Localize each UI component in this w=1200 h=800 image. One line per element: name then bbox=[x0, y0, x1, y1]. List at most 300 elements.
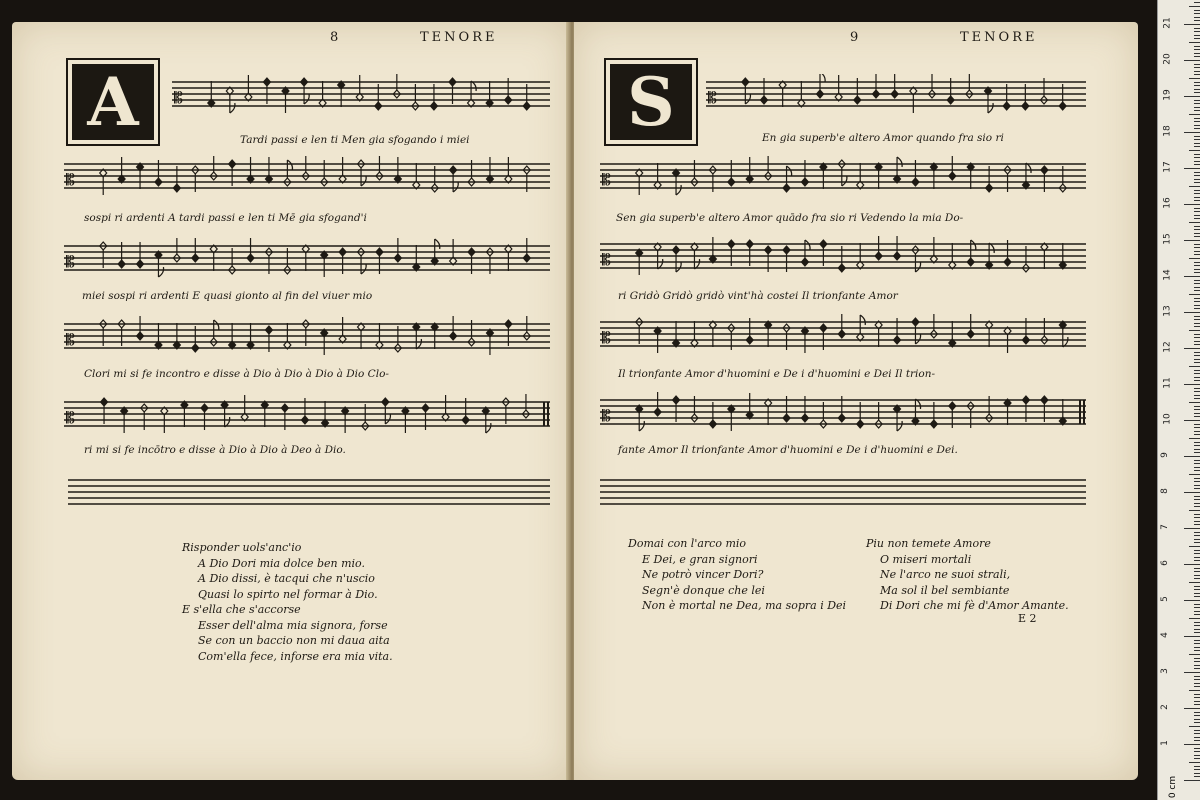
ruler-tick bbox=[1194, 427, 1200, 428]
ruler-tick bbox=[1194, 391, 1200, 392]
ruler-tick bbox=[1194, 17, 1200, 18]
ruler-tick bbox=[1194, 344, 1200, 345]
ruler-tick bbox=[1189, 474, 1200, 475]
ruler-tick bbox=[1194, 611, 1200, 612]
note-mark bbox=[875, 236, 882, 260]
ruler-tick bbox=[1194, 193, 1200, 194]
ruler-tick bbox=[1194, 208, 1200, 209]
lyric-line-3: miei sospi ri ardenti E quasi gionto al fin del viuer mio bbox=[82, 290, 373, 302]
ruler-tick bbox=[1194, 449, 1200, 450]
ruler-tick bbox=[1194, 53, 1200, 54]
poem-line: O miseri mortali bbox=[880, 552, 972, 566]
ruler-tick bbox=[1189, 366, 1200, 367]
ruler-tick bbox=[1194, 614, 1200, 615]
ruler-tick bbox=[1194, 136, 1200, 137]
ruler-tick bbox=[1184, 744, 1200, 745]
ruler-tick bbox=[1194, 107, 1200, 108]
staff-10 bbox=[600, 314, 1086, 354]
ruler-tick bbox=[1194, 287, 1200, 288]
c-clef-icon: 𝄡 bbox=[602, 250, 611, 269]
ruler-tick bbox=[1184, 456, 1200, 457]
ruler-tick bbox=[1194, 748, 1200, 749]
ruler-tick bbox=[1194, 352, 1200, 353]
c-clef-icon: 𝄡 bbox=[602, 406, 611, 425]
left-page-header: TENORE bbox=[420, 30, 498, 45]
ruler-tick bbox=[1194, 125, 1200, 126]
ruler-tick bbox=[1194, 431, 1200, 432]
ruler-label: 17 bbox=[1162, 161, 1173, 173]
ruler-tick bbox=[1184, 132, 1200, 133]
ruler-tick bbox=[1194, 766, 1200, 767]
ruler-tick bbox=[1194, 85, 1200, 86]
ruler-tick bbox=[1194, 593, 1200, 594]
c-clef-icon: 𝄡 bbox=[708, 88, 717, 107]
ruler-tick bbox=[1194, 388, 1200, 389]
note-mark bbox=[817, 74, 826, 98]
poem-line: Com'ella fece, inforse era mia vita. bbox=[198, 649, 393, 663]
ruler-tick bbox=[1189, 6, 1200, 7]
staff-2 bbox=[64, 156, 550, 196]
ruler-tick bbox=[1194, 758, 1200, 759]
ruler-tick bbox=[1194, 478, 1200, 479]
ruler-label: 1 bbox=[1159, 740, 1170, 746]
ruler-tick bbox=[1194, 283, 1200, 284]
ruler-tick bbox=[1194, 568, 1200, 569]
ruler-tick bbox=[1194, 244, 1200, 245]
ruler-tick bbox=[1194, 359, 1200, 360]
ruler-tick bbox=[1194, 236, 1200, 237]
ruler-tick bbox=[1194, 719, 1200, 720]
ruler-tick bbox=[1194, 218, 1200, 219]
ruler-tick bbox=[1194, 35, 1200, 36]
right-page-number: 9 bbox=[850, 30, 859, 45]
ruler-tick bbox=[1194, 463, 1200, 464]
ruler-tick bbox=[1184, 276, 1200, 277]
lyric-line-4: Clori mi si fe incontro e disse à Dio à Dio à Dio à Dio Clo- bbox=[84, 368, 389, 380]
ruler-tick bbox=[1194, 704, 1200, 705]
ruler-tick bbox=[1184, 312, 1200, 313]
ruler-tick bbox=[1194, 272, 1200, 273]
poem-line: Quasi lo spirto nel formar à Dio. bbox=[198, 587, 378, 601]
ruler-tick bbox=[1194, 697, 1200, 698]
ruler-tick bbox=[1194, 254, 1200, 255]
ruler-tick bbox=[1189, 186, 1200, 187]
ruler-tick bbox=[1194, 362, 1200, 363]
ruler-tick bbox=[1194, 658, 1200, 659]
poem-line: Risponder uols'anc'io bbox=[182, 541, 302, 554]
ruler-tick bbox=[1194, 190, 1200, 191]
ruler-tick bbox=[1194, 733, 1200, 734]
ruler-label: 4 bbox=[1159, 632, 1170, 638]
ruler-tick bbox=[1184, 348, 1200, 349]
ruler-tick bbox=[1194, 31, 1200, 32]
note-mark bbox=[137, 316, 144, 340]
ruler-label: 7 bbox=[1159, 524, 1170, 530]
staff-6-empty bbox=[68, 472, 550, 512]
ruler-tick bbox=[1184, 240, 1200, 241]
lyric-line-2: sospi ri ardenti A tardi passi e len ti Mē gia sfogand'i bbox=[84, 212, 367, 224]
ruler-tick bbox=[1194, 334, 1200, 335]
ruler-tick bbox=[1194, 737, 1200, 738]
note-mark bbox=[450, 316, 457, 340]
ruler-tick bbox=[1194, 629, 1200, 630]
poem-line: Di Dori che mi fè d'Amor Amante. bbox=[880, 599, 1069, 612]
poem-line: Esser dell'alma mia signora, forse bbox=[198, 618, 388, 632]
ruler-tick bbox=[1194, 143, 1200, 144]
ruler-tick bbox=[1194, 668, 1200, 669]
right-poem-left-stanza bbox=[628, 536, 846, 614]
ruler-tick bbox=[1194, 604, 1200, 605]
ruler-tick bbox=[1194, 355, 1200, 356]
ruler-tick bbox=[1194, 445, 1200, 446]
ruler-tick bbox=[1194, 532, 1200, 533]
ruler-tick bbox=[1194, 215, 1200, 216]
ruler-tick bbox=[1189, 582, 1200, 583]
ruler-tick bbox=[1194, 521, 1200, 522]
decorated-initial-s: S bbox=[604, 58, 698, 146]
note-mark bbox=[654, 392, 661, 416]
ruler-tick bbox=[1184, 168, 1200, 169]
ruler-tick bbox=[1189, 294, 1200, 295]
ruler-tick bbox=[1194, 269, 1200, 270]
ruler-tick bbox=[1194, 305, 1200, 306]
ruler-tick bbox=[1194, 424, 1200, 425]
ruler-label: 10 bbox=[1162, 413, 1173, 425]
ruler-tick bbox=[1194, 485, 1200, 486]
ruler-tick bbox=[1194, 103, 1200, 104]
poem-line: A Dio Dori mia dolce ben mio. bbox=[198, 556, 365, 570]
ruler-tick bbox=[1194, 373, 1200, 374]
ruler-tick bbox=[1194, 298, 1200, 299]
ruler-tick bbox=[1194, 409, 1200, 410]
ruler-tick bbox=[1189, 258, 1200, 259]
ruler-tick bbox=[1194, 571, 1200, 572]
signature-mark: E 2 bbox=[1018, 612, 1037, 625]
ruler-tick bbox=[1194, 13, 1200, 14]
ruler-tick bbox=[1184, 528, 1200, 529]
ruler-tick bbox=[1194, 172, 1200, 173]
ruler-tick bbox=[1194, 622, 1200, 623]
ruler-tick bbox=[1194, 161, 1200, 162]
ruler-tick bbox=[1194, 481, 1200, 482]
left-poem bbox=[182, 540, 393, 664]
lyric-line-8: ri Gridò Gridò gridò vint'hà costei Il trionfante Amor bbox=[618, 290, 898, 302]
poem-line: Se con un baccio non mi daua aita bbox=[198, 634, 390, 647]
decorated-initial-a: A bbox=[66, 58, 160, 146]
ruler-tick bbox=[1194, 665, 1200, 666]
ruler-tick bbox=[1194, 182, 1200, 183]
c-clef-icon: 𝄡 bbox=[602, 328, 611, 347]
staff-5 bbox=[64, 394, 550, 434]
poem-line: Ne potrò vincer Dori? bbox=[642, 568, 764, 581]
ruler-tick bbox=[1194, 179, 1200, 180]
poem-line: Segn'è donque che lei bbox=[642, 583, 765, 597]
ruler-tick bbox=[1189, 330, 1200, 331]
ruler-tick bbox=[1194, 251, 1200, 252]
c-clef-icon: 𝄡 bbox=[66, 252, 75, 271]
ruler-tick bbox=[1194, 262, 1200, 263]
lyric-line-6: En gia superb'e altero Amor quando fra sio ri bbox=[762, 132, 1004, 144]
note-mark bbox=[523, 238, 530, 262]
ruler-tick bbox=[1194, 121, 1200, 122]
ruler-tick bbox=[1194, 28, 1200, 29]
ruler-tick bbox=[1194, 769, 1200, 770]
ruler-tick bbox=[1194, 398, 1200, 399]
ruler-tick bbox=[1194, 647, 1200, 648]
ruler-tick bbox=[1194, 740, 1200, 741]
ruler-tick bbox=[1184, 636, 1200, 637]
ruler-label: 16 bbox=[1162, 197, 1173, 209]
poem-line: E s'ella che s'accorse bbox=[182, 603, 301, 616]
ruler-tick bbox=[1194, 776, 1200, 777]
ruler-tick bbox=[1189, 78, 1200, 79]
ruler-tick bbox=[1194, 499, 1200, 500]
ruler-tick bbox=[1184, 672, 1200, 673]
ruler-tick bbox=[1194, 100, 1200, 101]
ruler-tick bbox=[1194, 38, 1200, 39]
ruler-tick bbox=[1194, 211, 1200, 212]
ruler-tick bbox=[1194, 643, 1200, 644]
ruler-tick bbox=[1194, 64, 1200, 65]
c-clef-icon: 𝄡 bbox=[602, 170, 611, 189]
ruler-tick bbox=[1184, 384, 1200, 385]
ruler-tick bbox=[1194, 308, 1200, 309]
ruler-tick bbox=[1194, 679, 1200, 680]
c-clef-icon: 𝄡 bbox=[66, 408, 75, 427]
ruler-tick bbox=[1194, 722, 1200, 723]
ruler-tick bbox=[1194, 290, 1200, 291]
ruler-tick bbox=[1194, 683, 1200, 684]
poem-line: Ma sol il bel sembiante bbox=[880, 583, 1010, 597]
ruler-tick bbox=[1194, 89, 1200, 90]
ruler-tick bbox=[1194, 164, 1200, 165]
ruler-tick bbox=[1189, 690, 1200, 691]
ruler-label: 12 bbox=[1162, 341, 1173, 353]
ruler-tick bbox=[1194, 712, 1200, 713]
poem-line: Piu non temete Amore bbox=[866, 537, 991, 550]
ruler-tick bbox=[1194, 341, 1200, 342]
staff-3 bbox=[64, 238, 550, 278]
ruler-tick bbox=[1194, 539, 1200, 540]
ruler-tick bbox=[1194, 535, 1200, 536]
ruler-label: 21 bbox=[1162, 17, 1173, 29]
c-clef-icon: 𝄡 bbox=[66, 330, 75, 349]
ruler-tick bbox=[1194, 280, 1200, 281]
ruler-tick bbox=[1194, 773, 1200, 774]
ruler-tick bbox=[1194, 730, 1200, 731]
lyric-line-7: Sen gia superb'e altero Amor quādo fra sio ri Vedendo la mia Do- bbox=[616, 212, 964, 224]
note-mark bbox=[192, 238, 199, 262]
ruler-tick bbox=[1189, 222, 1200, 223]
ruler-tick bbox=[1194, 751, 1200, 752]
ruler-tick bbox=[1194, 226, 1200, 227]
note-mark bbox=[949, 156, 956, 180]
ruler-tick bbox=[1194, 575, 1200, 576]
note-mark bbox=[891, 74, 898, 98]
staff-7 bbox=[706, 74, 1086, 114]
ruler-tick bbox=[1194, 301, 1200, 302]
ruler-label: 9 bbox=[1159, 452, 1170, 458]
ruler-tick bbox=[1194, 2, 1200, 3]
ruler-tick bbox=[1194, 46, 1200, 47]
ruler-label: 15 bbox=[1162, 233, 1173, 245]
ruler-tick bbox=[1194, 197, 1200, 198]
ruler-tick bbox=[1194, 503, 1200, 504]
staff-1 bbox=[172, 74, 550, 114]
ruler-tick bbox=[1194, 370, 1200, 371]
ruler-tick bbox=[1194, 632, 1200, 633]
ruler-label: 3 bbox=[1159, 668, 1170, 674]
ruler-label: 18 bbox=[1162, 125, 1173, 137]
lyric-line-9: Il trionfante Amor d'huomini e De i d'huomini e Dei Il trion- bbox=[618, 368, 936, 380]
ruler-tick bbox=[1194, 175, 1200, 176]
ruler-tick bbox=[1194, 550, 1200, 551]
ruler-tick bbox=[1194, 715, 1200, 716]
lyric-line-10: fante Amor Il trionfante Amor d'huomini e De i d'huomini e Dei. bbox=[618, 444, 958, 456]
ruler-tick bbox=[1194, 755, 1200, 756]
ruler-tick bbox=[1189, 150, 1200, 151]
ruler-tick bbox=[1194, 233, 1200, 234]
note-mark bbox=[894, 236, 901, 260]
ruler-tick bbox=[1194, 49, 1200, 50]
staff-12-empty bbox=[600, 472, 1086, 512]
ruler-tick bbox=[1184, 24, 1200, 25]
ruler-tick bbox=[1194, 110, 1200, 111]
ruler-tick bbox=[1194, 514, 1200, 515]
ruler-tick bbox=[1194, 406, 1200, 407]
staff-8 bbox=[600, 156, 1086, 196]
c-clef-icon: 𝄡 bbox=[174, 88, 183, 107]
ruler-tick bbox=[1189, 114, 1200, 115]
ruler-tick bbox=[1194, 452, 1200, 453]
ruler-tick bbox=[1194, 694, 1200, 695]
ruler-tick bbox=[1194, 154, 1200, 155]
ruler-label: 13 bbox=[1162, 305, 1173, 317]
ruler-tick bbox=[1189, 42, 1200, 43]
left-page-number: 8 bbox=[330, 30, 339, 45]
ruler-tick bbox=[1189, 510, 1200, 511]
staff-9 bbox=[600, 236, 1086, 276]
ruler-tick bbox=[1194, 586, 1200, 587]
poem-line: A Dio dissi, è tacqui che n'uscio bbox=[198, 572, 375, 585]
ruler-tick bbox=[1194, 578, 1200, 579]
ruler-tick bbox=[1194, 661, 1200, 662]
measurement-ruler bbox=[1157, 0, 1200, 800]
ruler-tick bbox=[1194, 200, 1200, 201]
ruler-tick bbox=[1194, 589, 1200, 590]
ruler-tick bbox=[1194, 56, 1200, 57]
ruler-tick bbox=[1194, 467, 1200, 468]
ruler-tick bbox=[1184, 600, 1200, 601]
lyric-line-1: Tardi passi e len ti Men gia sfogando i miei bbox=[240, 134, 470, 146]
ruler-tick bbox=[1184, 96, 1200, 97]
note-mark bbox=[967, 314, 974, 338]
ruler-tick bbox=[1194, 470, 1200, 471]
ruler-tick bbox=[1194, 92, 1200, 93]
ruler-tick bbox=[1194, 229, 1200, 230]
poem-line: Non è mortal ne Dea, ma sopra i Dei bbox=[642, 599, 847, 612]
ruler-tick bbox=[1189, 762, 1200, 763]
ruler-unit-label: 0 cm bbox=[1168, 775, 1179, 799]
ruler-tick bbox=[1194, 488, 1200, 489]
staff-4 bbox=[64, 316, 550, 356]
ruler-tick bbox=[1194, 67, 1200, 68]
ruler-tick bbox=[1184, 420, 1200, 421]
note-mark bbox=[838, 314, 845, 338]
ruler-tick bbox=[1194, 553, 1200, 554]
ruler-tick bbox=[1194, 596, 1200, 597]
ruler-tick bbox=[1194, 20, 1200, 21]
ruler-tick bbox=[1189, 546, 1200, 547]
ruler-tick bbox=[1194, 434, 1200, 435]
ruler-label: 14 bbox=[1162, 269, 1173, 281]
ruler-tick bbox=[1194, 460, 1200, 461]
staff-11 bbox=[600, 392, 1086, 432]
ruler-tick bbox=[1194, 557, 1200, 558]
ruler-tick bbox=[1194, 506, 1200, 507]
ruler-tick bbox=[1184, 492, 1200, 493]
ruler-tick bbox=[1194, 337, 1200, 338]
ruler-tick bbox=[1184, 564, 1200, 565]
ruler-tick bbox=[1194, 326, 1200, 327]
note-mark bbox=[873, 74, 880, 98]
ruler-label: 6 bbox=[1159, 560, 1170, 566]
ruler-tick bbox=[1194, 524, 1200, 525]
ruler-tick bbox=[1194, 416, 1200, 417]
ruler-tick bbox=[1194, 560, 1200, 561]
poem-line: Ne l'arco ne suoi strali, bbox=[880, 568, 1011, 581]
ruler-tick bbox=[1194, 316, 1200, 317]
ruler-tick bbox=[1194, 701, 1200, 702]
ruler-label: 11 bbox=[1162, 377, 1173, 389]
ruler-tick bbox=[1194, 686, 1200, 687]
right-page-header: TENORE bbox=[960, 30, 1038, 45]
ruler-tick bbox=[1194, 146, 1200, 147]
note-mark bbox=[247, 238, 254, 262]
ruler-tick bbox=[1194, 517, 1200, 518]
ruler-label: 20 bbox=[1162, 53, 1173, 65]
ruler-tick bbox=[1194, 323, 1200, 324]
ruler-tick bbox=[1194, 247, 1200, 248]
ruler-tick bbox=[1194, 74, 1200, 75]
ruler-tick bbox=[1189, 618, 1200, 619]
ruler-tick bbox=[1194, 128, 1200, 129]
ruler-label: 2 bbox=[1159, 704, 1170, 710]
ruler-tick bbox=[1194, 496, 1200, 497]
poem-line: Domai con l'arco mio bbox=[628, 537, 747, 550]
ruler-tick bbox=[1184, 60, 1200, 61]
ruler-tick bbox=[1194, 380, 1200, 381]
note-mark bbox=[394, 238, 401, 262]
ruler-tick bbox=[1194, 607, 1200, 608]
ruler-tick bbox=[1184, 708, 1200, 709]
ruler-tick bbox=[1194, 413, 1200, 414]
ruler-tick bbox=[1189, 402, 1200, 403]
ruler-tick bbox=[1184, 780, 1200, 781]
ruler-tick bbox=[1194, 82, 1200, 83]
ruler-tick bbox=[1194, 650, 1200, 651]
ruler-tick bbox=[1194, 319, 1200, 320]
ruler-tick bbox=[1194, 542, 1200, 543]
ruler-tick bbox=[1194, 625, 1200, 626]
ruler-tick bbox=[1194, 118, 1200, 119]
ruler-tick bbox=[1194, 395, 1200, 396]
ruler-label: 5 bbox=[1159, 596, 1170, 602]
ruler-tick bbox=[1189, 726, 1200, 727]
ruler-tick bbox=[1194, 377, 1200, 378]
ruler-tick bbox=[1184, 204, 1200, 205]
lyric-line-5: ri mi si fe incōtro e disse à Dio à Dio à Deo à Dio. bbox=[84, 444, 346, 456]
